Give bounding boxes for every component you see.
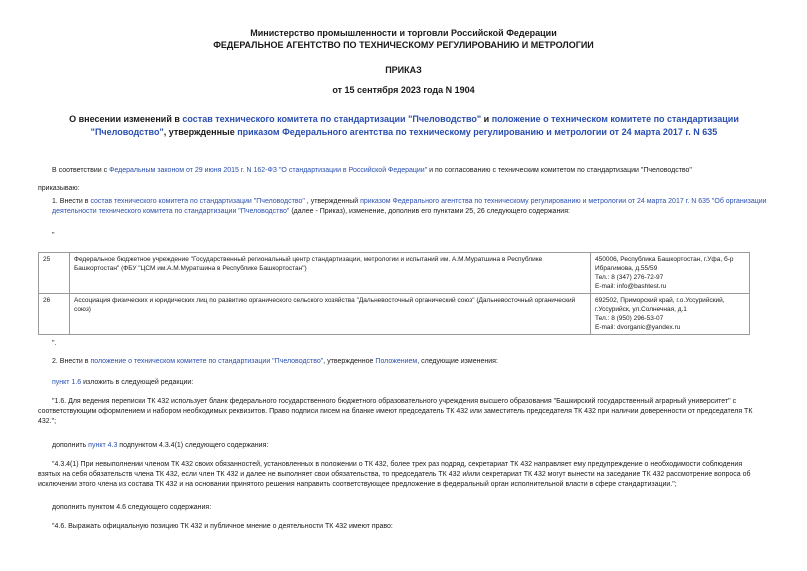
title-text-2: и xyxy=(481,114,492,124)
item-2 xyxy=(52,357,772,367)
contact-cell xyxy=(591,294,750,335)
ministry-name: Министерство промышленности и торговли Российской Федерации xyxy=(250,28,557,38)
item2-text-3: , следующие изменения: xyxy=(417,358,498,365)
item1-text-2: , утвержденный xyxy=(304,198,361,205)
document-title xyxy=(52,113,756,139)
address: 450006, Республика Башкортостан, г.Уфа, б-р Ибрагимова, д.55/59 xyxy=(595,256,734,272)
link-committee-composition-2[interactable]: состав технического комитета по стандартизации "Пчеловодство" xyxy=(90,198,305,205)
contact-cell xyxy=(591,253,750,294)
link-regulation[interactable]: положение о техническом комитете по стандартизации "Пчеловодство" xyxy=(90,358,324,365)
item2-text-2: , утвержденное xyxy=(323,358,376,365)
phone: Тел.: 8 (950) 296-53-07 xyxy=(595,315,664,322)
item2-text-1: 2. Внести в xyxy=(52,358,91,365)
clause-4-6-intro: дополнить пунктом 4.6 следующего содержания: xyxy=(52,504,212,511)
clause-4-3-intro-text-1: дополнить xyxy=(52,442,89,449)
table-row xyxy=(39,253,750,294)
link-clause-1-6[interactable]: пункт 1.6 xyxy=(52,379,82,386)
members-table xyxy=(38,252,750,335)
order-word: приказываю: xyxy=(38,185,80,192)
email: E-mail: dvorganic@yandex.ru xyxy=(595,324,681,331)
title-text-1: О внесении изменений в xyxy=(69,114,183,124)
preamble-text-2: и по согласованию с техническим комитетом по стандартизации "Пчеловодство" xyxy=(427,167,692,174)
document-type: ПРИКАЗ xyxy=(385,65,422,75)
link-committee-composition[interactable]: состав технического комитета по стандартизации "Пчеловодство" xyxy=(182,114,482,124)
organization-name: Федеральное бюджетное учреждение "Государственный региональный центр стандартизации, метрологии и испытаний им. А.М.Муратшина в Республике Башкортостан" (ФБУ "ЦСМ им.А.М.Муратшина в Республике Башкортостан") xyxy=(70,253,591,294)
link-committee-regulation[interactable]: положение о техническом комитете по стандартизации "Пчеловодство" xyxy=(90,114,739,137)
organization-name: Ассоциация физических и юридических лиц по развитию органического сельского хозяйства "Дальневосточный органический союз" (Дальневосточный органический союз) xyxy=(70,294,591,335)
item1-text-1: 1. Внести в xyxy=(52,198,91,205)
agency-name: ФЕДЕРАЛЬНОЕ АГЕНТСТВО ПО ТЕХНИЧЕСКОМУ РЕГУЛИРОВАНИЮ И МЕТРОЛОГИИ xyxy=(213,40,594,50)
link-clause-4-3[interactable]: пункт 4.3 xyxy=(88,442,118,449)
preamble xyxy=(52,166,772,176)
clause-1-6-text: "1.6. Для ведения переписки ТК 432 использует бланк федерального государственного бюджетного образовательного учреждения высшего образования "Башкирский государственный аграрный университет" с соответствующим оформлением и набором необходимых реквизитов. Право подписи писем на бланке имеют председатель ТК 432 или заместитель председателя ТК 432 при наличии доверенности от председателя ТК 432."; xyxy=(38,398,753,425)
link-order-635-full[interactable]: приказом Федерального агентства по техническому регулированию и метрологии от 24 марта 2017 г. N 635 "Об организации деятельности технического комитета по стандартизации "Пчеловодство" xyxy=(52,198,767,215)
email: E-mail: info@bashtest.ru xyxy=(595,283,667,290)
phone: Тел.: 8 (347) 276-72-97 xyxy=(595,274,664,281)
document-date-number: от 15 сентября 2023 года N 1904 xyxy=(332,85,475,95)
address: 692502, Приморский край, г.о.Уссурийский, г.Уссурийск, ул.Солнечная, д.1 xyxy=(595,297,725,313)
item-1 xyxy=(52,197,772,217)
clause-4-3-4-text: "4.3.4(1) При невыполнении членом ТК 432 своих обязанностей, установленных в положении о ТК 432, более трех раз подряд, секретариат ТК 432 направляет ему предупреждение о необходимости соблюдения взятых на себя обязательств члена ТК 432, если член ТК 432 и далее не выполняет свои обязательства, то председатель ТК 432 и/или секретариат ТК 432 могут вынести на заседание ТК 432 рассмотрение вопроса об исключении этого члена из состава ТК 432 и на основании принятого решения направить соответствующее предложение в федеральный орган исполнительной власти в сфере стандартизации."; xyxy=(38,461,751,488)
quote-close: ". xyxy=(52,340,57,347)
clause-1-6-intro-text: изложить в следующей редакции: xyxy=(81,379,194,386)
quote-open: " xyxy=(52,232,55,239)
row-number: 26 xyxy=(39,294,70,335)
link-federal-law[interactable]: Федеральным законом от 29 июня 2015 г. N 162-ФЗ "О стандартизации в Российской Федерации" xyxy=(109,167,428,174)
clause-1-6-intro xyxy=(52,378,193,388)
item1-text-3: (далее - Приказ), изменение, дополнив его пунктами 25, 26 следующего содержания: xyxy=(289,208,570,215)
preamble-text-1: В соответствии с xyxy=(52,167,110,174)
table-row xyxy=(39,294,750,335)
row-number: 25 xyxy=(39,253,70,294)
clause-4-6-text: "4.6. Выражать официальную позицию ТК 432 и публичное мнение о деятельности ТК 432 имеют право: xyxy=(52,523,393,530)
link-polozhenie[interactable]: Положением xyxy=(375,358,418,365)
clause-4-3-intro-text-2: подпунктом 4.3.4(1) следующего содержания: xyxy=(117,442,269,449)
title-text-3: , утвержденные xyxy=(163,127,238,137)
clause-4-3-intro xyxy=(52,441,268,451)
link-order-635[interactable]: приказом Федерального агентства по техническому регулированию и метрологии от 24 марта 2017 г. N 635 xyxy=(237,127,718,137)
